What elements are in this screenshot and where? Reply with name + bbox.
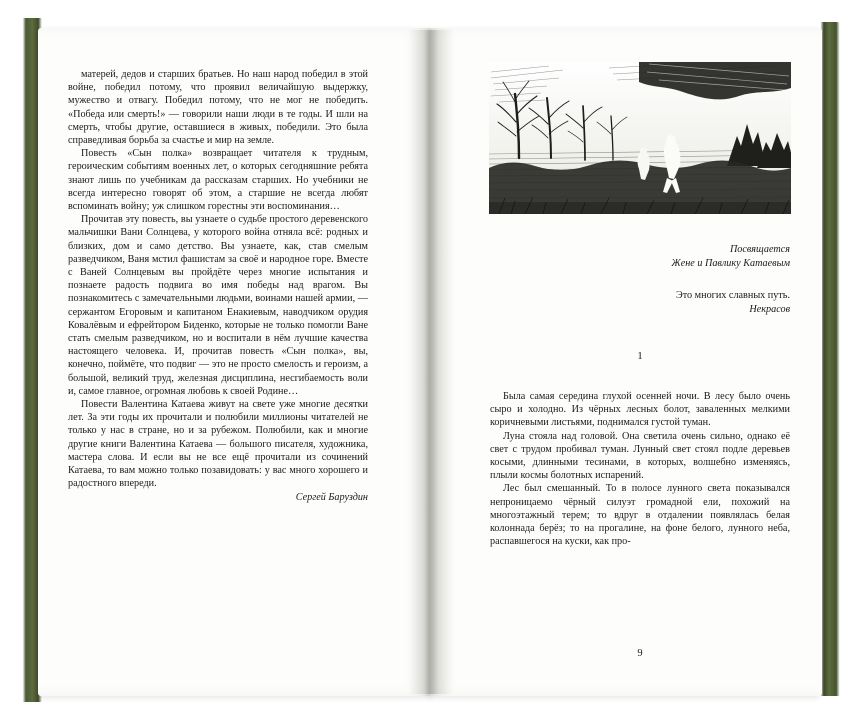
paragraph: Была самая середина глухой осенней ночи. В лесу было очень сыро и холодно. Из чёрных лесных болот, заваленных мелкими коричневыми листьями, поднимался густой туман. <box>490 391 790 429</box>
paragraph: Повести Валентина Катаева живут на свете уже многие десятки лет. За эти годы их прочитали и полюбили миллионы читателей не только у нас в стране, но и за рубежом. Полюбили, как и многие другие книги Валентина Катаева — большого писателя, художника, мастера слова. И если вы не все ещё прочитали из сочинений Катаева, то вам можно только позавидовать: у вас много хорошего и радостного впереди. <box>68 399 368 490</box>
left-page-text-column <box>68 68 368 504</box>
epigraph-author: Некрасов <box>749 304 790 315</box>
dedication-line: Жене и Павлику Катаевым <box>671 258 790 269</box>
dedication <box>490 243 790 271</box>
dedication-line: Посвящается <box>729 244 790 255</box>
paragraph: Прочитав эту повесть, вы узнаете о судьбе простого деревенского мальчишки Вани Солнцева, у которого война отняла всё: родных и близких, дом и само детство. Вы узнаете, как, став смелым разведчиком, Ваня мстил фашистам за своё и народное горе. Вместе с Ваней Солнцевым вы пройдёте через многие испытания и познаете радость подвига во имя победы над врагом. Вы познакомитесь с замечательными людьми, воинами нашей армии, — сержантом Егоровым и капитаном Енакиевым, наводчиком орудия Ковалёвым и ефрейтором Биденко, которые не только помогли Ване стать смелым разведчиком, но и воспитали в нём лучшие качества настоящего человека. И, прочитав повесть «Сын полка», вы, конечно, поймёте, что подвиг — это не просто смелость и героизм, а большой, великий труд, железная дисциплина, несгибаемость воли и, самое главное, огромная любовь к своей Родине… <box>68 214 368 397</box>
epigraph <box>490 289 790 317</box>
page-number: 9 <box>637 648 643 659</box>
forest-night-engraving-illustration <box>489 62 791 214</box>
paragraph: Луна стояла над головой. Она светила очень сильно, однако её свет с трудом пробивал туман. Лунный свет стоял подле деревьев косыми, длинными тесинами, в которых, волшебно изменяясь, плыли космы болотных испарений. <box>490 430 790 482</box>
chapter-number: 1 <box>637 350 643 362</box>
author-signature: Сергей Баруздин <box>295 491 368 503</box>
paragraph: Повесть «Сын полка» возвращает читателя к трудным, героическим событиям военных лет, о которых сегодняшние ребята знают лишь по учебникам да рассказам старших. Но учебники не всегда интересно говорят об этом, а старшие не всегда любят вспоминать войну; уж слишком горестны эти воспоминания… <box>68 148 368 213</box>
epigraph-text: Это многих славных путь. <box>675 290 790 301</box>
paragraph: Лес был смешанный. То в полосе лунного света показывался непроницаемо чёрный силуэт громадной ели, похожий на многоэтажный терем; то вдруг в отдалении появлялась белая колоннада берёз; то на прогалине, на фоне белого, лунного неба, распавшегося на куски, как про- <box>490 483 790 548</box>
paragraph: матерей, дедов и старших братьев. Но наш народ победил в этой войне, победил потому, что проявил величайшую выдержку, мужество и отвагу. Победил потому, что не мог не победить. «Победа или смерть!» — говорили наши люди в те годы. И шли на смерть, чтобы другие, оставшиеся в живых, победили. Это была справедливая борьба за счастье и мир на земле. <box>68 69 368 147</box>
right-page-text-column <box>490 390 790 548</box>
book-cover-right-edge <box>819 22 843 696</box>
